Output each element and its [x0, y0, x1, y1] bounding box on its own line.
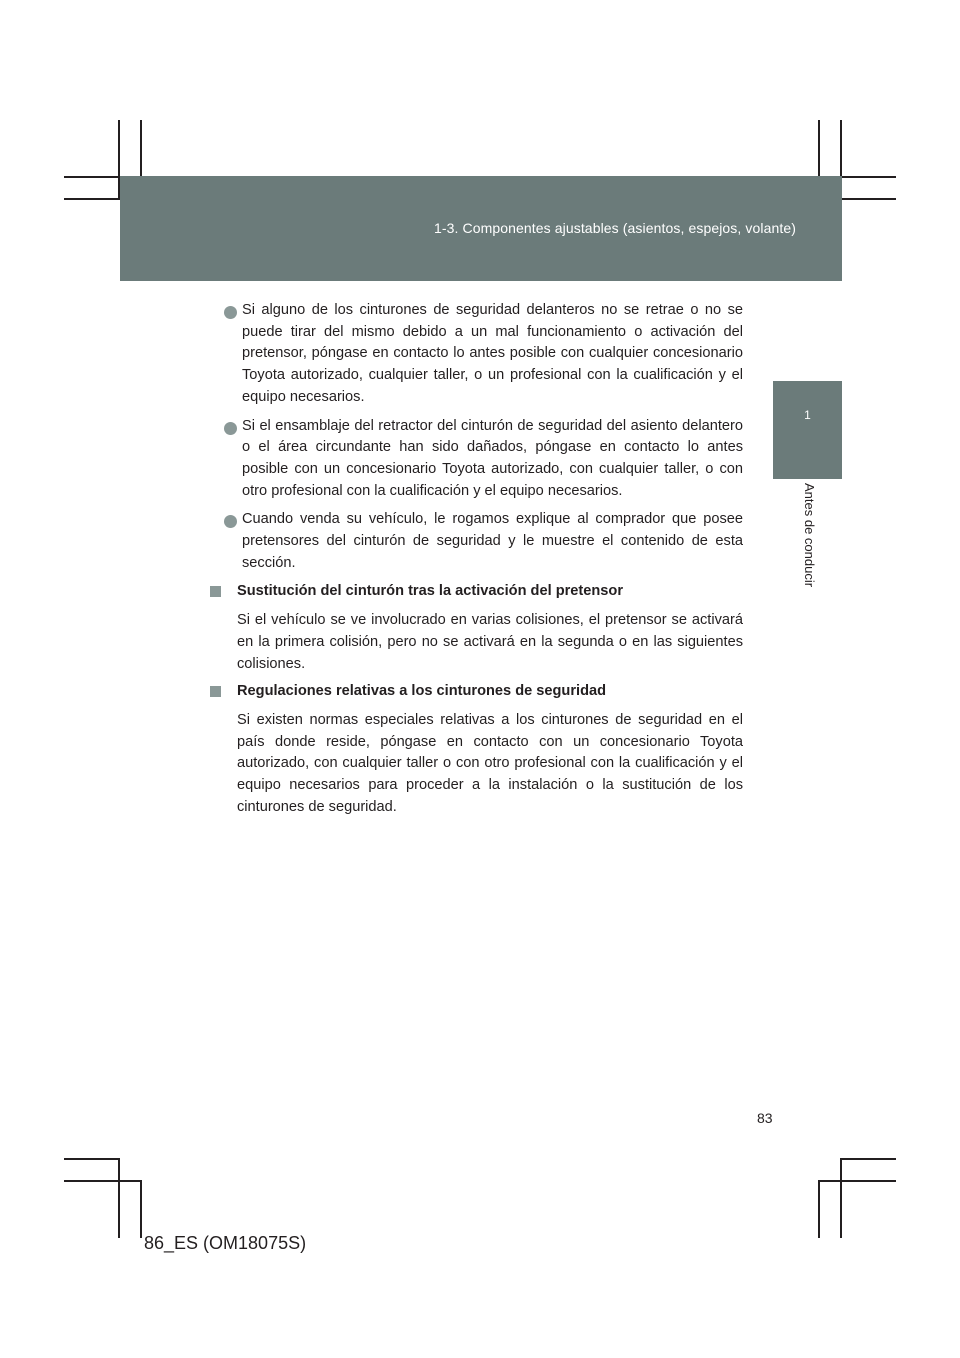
- crop-mark: [840, 1158, 896, 1160]
- list-item: [215, 509, 743, 574]
- crop-mark: [64, 198, 120, 200]
- crop-mark: [64, 1158, 120, 1160]
- square-bullet-icon: [210, 586, 221, 597]
- crop-mark: [818, 1180, 896, 1182]
- document-code: 86_ES (OM18075S): [144, 1233, 307, 1253]
- section-title: Regulaciones relativas a los cinturones de seguridad: [237, 683, 607, 700]
- bullet-text: Cuando venda su vehículo, le rogamos explique al comprador que posee pretensores del cinturón de seguridad y le muestre el contenido de esta sección.: [242, 511, 743, 571]
- crop-mark: [818, 1180, 820, 1238]
- header-title: 1-3. Componentes ajustables (asientos, espejos, volante): [433, 220, 796, 236]
- circle-bullet-icon: [224, 515, 237, 528]
- page-number: 83: [757, 1110, 773, 1126]
- circle-bullet-icon: [224, 422, 237, 435]
- chapter-tab: [773, 381, 842, 479]
- list-item: [215, 300, 743, 409]
- section-body: Si existen normas especiales relativas a los cinturones de seguridad en el país donde reside, póngase en contacto con un concesionario Toyota autorizado, con cualquier taller o con otro profesional con la cualificación y el equipo necesarios para proceder a la instalación o la sustitución de los cinturones de seguridad.: [237, 711, 743, 815]
- crop-mark: [840, 198, 896, 200]
- chapter-title: Antes de conducir: [802, 483, 817, 588]
- square-bullet-icon: [210, 686, 221, 697]
- header-band: [120, 176, 842, 281]
- section-title: Sustitución del cinturón tras la activación del pretensor: [237, 583, 624, 600]
- crop-mark: [118, 1158, 120, 1238]
- section-body: Si el vehículo se ve involucrado en varias colisiones, el pretensor se activará en la primera colisión, pero no se activará en la segunda o en las siguientes colisiones.: [237, 612, 743, 672]
- section-belt-replacement: [210, 581, 743, 675]
- crop-mark: [140, 1180, 142, 1238]
- crop-mark: [64, 1180, 142, 1182]
- page-content: [215, 300, 743, 824]
- section-belt-regulations: [210, 681, 743, 818]
- bullet-text: Si el ensamblaje del retractor del cinturón de seguridad del asiento delantero o el área circundante han sido dañados, póngase en contacto lo antes posible con un concesionario Toyota autorizado, con cualquier taller, o con otro profesional con la cualificación y el equipo necesarios.: [242, 417, 743, 499]
- circle-bullet-icon: [224, 306, 237, 319]
- chapter-number: 1: [804, 408, 811, 422]
- crop-mark: [840, 1158, 842, 1238]
- list-item: [215, 416, 743, 503]
- bullet-text: Si alguno de los cinturones de seguridad delanteros no se retrae o no se puede tirar del mismo debido a un mal funcionamiento o activación del pretensor, póngase en contacto lo antes posible con cualquier concesionario Toyota autorizado, cualquier taller, o un profesional con la cualificación y el equipo necesarios.: [242, 302, 743, 405]
